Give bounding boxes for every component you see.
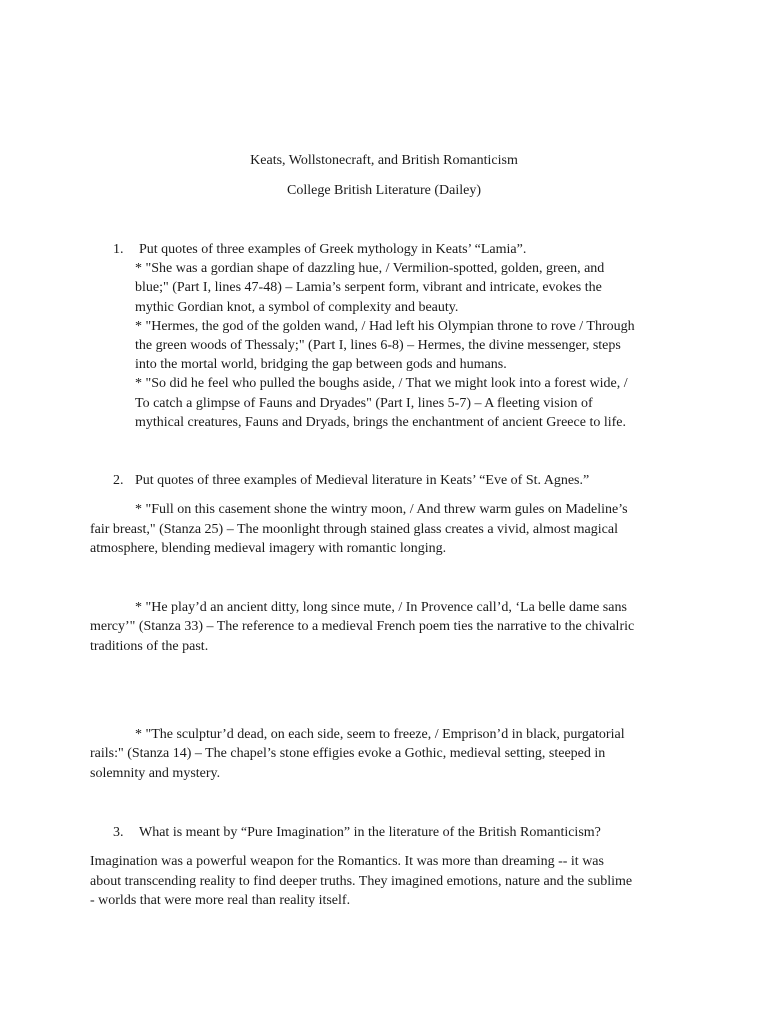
question-1-number: 1.: [113, 242, 124, 257]
q1-answer-line: * "Hermes, the god of the golden wand, / Had left his Olympian throne to rove / Through: [135, 319, 635, 334]
q1-answer-line: blue;" (Part I, lines 47-48) – Lamia’s serpent form, vibrant and intricate, evokes the: [135, 280, 602, 295]
q2-answer-line: fair breast," (Stanza 25) – The moonlight through stained glass creates a vivid, almost magical: [90, 522, 618, 537]
document-subtitle: College British Literature (Dailey): [287, 183, 481, 198]
q2-answer-line: solemnity and mystery.: [90, 766, 221, 781]
question-3-number: 3.: [113, 825, 124, 840]
q2-answer-line: * "The sculptur’d dead, on each side, seem to freeze, / Emprison’d in black, purgatorial: [135, 727, 625, 742]
q1-answer-line: the green woods of Thessaly;" (Part I, lines 6-8) – Hermes, the divine messenger, steps: [135, 338, 621, 353]
q3-answer-line: - worlds that were more real than reality itself.: [90, 893, 351, 908]
question-2-text: Put quotes of three examples of Medieval literature in Keats’ “Eve of St. Agnes.”: [135, 473, 590, 488]
question-1-text: Put quotes of three examples of Greek mythology in Keats’ “Lamia”.: [139, 242, 527, 257]
q2-answer-line: * "He play’d an ancient ditty, long since mute, / In Provence call’d, ‘La belle dame sans: [135, 600, 627, 615]
q1-answer-line: To catch a glimpse of Fauns and Dryades" (Part I, lines 5-7) – A fleeting vision of: [135, 396, 593, 411]
q2-answer-line: atmosphere, blending medieval imagery with romantic longing.: [90, 541, 447, 556]
q3-answer-line: Imagination was a powerful weapon for the Romantics. It was more than dreaming -- it was: [90, 854, 604, 869]
q2-answer-line: mercy’" (Stanza 33) – The reference to a medieval French poem ties the narrative to the chivalric: [90, 619, 635, 634]
q2-answer-line: rails:" (Stanza 14) – The chapel’s stone effigies evoke a Gothic, medieval setting, steeped in: [90, 746, 606, 761]
q2-answer-line: * "Full on this casement shone the wintry moon, / And threw warm gules on Madeline’s: [135, 502, 628, 517]
q1-answer-line: mythical creatures, Fauns and Dryads, brings the enchantment of ancient Greece to life.: [135, 415, 626, 430]
q2-answer-line: traditions of the past.: [90, 639, 209, 654]
q1-answer-line: into the mortal world, bridging the gap between gods and humans.: [135, 357, 507, 372]
question-2-number: 2.: [113, 473, 124, 488]
q1-answer-line: * "So did he feel who pulled the boughs aside, / That we might look into a forest wide, /: [135, 376, 628, 391]
q1-answer-line: mythic Gordian knot, a symbol of complexity and beauty.: [135, 300, 459, 315]
q3-answer-line: about transcending reality to find deeper truths. They imagined emotions, nature and the sublime: [90, 874, 633, 889]
question-3-text: What is meant by “Pure Imagination” in the literature of the British Romanticism?: [139, 825, 601, 840]
document-title: Keats, Wollstonecraft, and British Romanticism: [250, 153, 518, 168]
q1-answer-line: * "She was a gordian shape of dazzling hue, / Vermilion-spotted, golden, green, and: [135, 261, 605, 276]
